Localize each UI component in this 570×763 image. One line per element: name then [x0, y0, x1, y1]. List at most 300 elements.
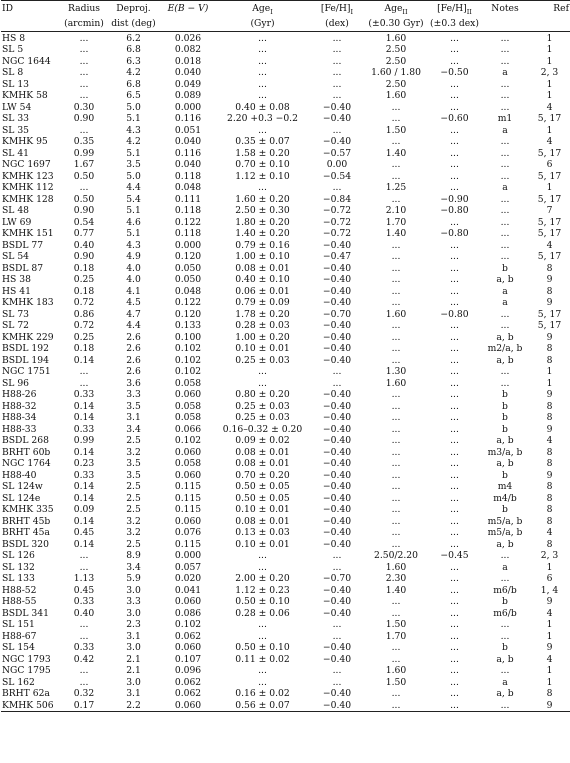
- cell-ebv: 0.020: [174, 573, 202, 585]
- cell-deproj: 2.5: [126, 492, 141, 504]
- cell-feh1: ...: [332, 32, 342, 44]
- cell-radius: ...: [79, 550, 89, 562]
- cell-ebv: 0.060: [174, 389, 202, 401]
- header-feh2-sub: II: [466, 7, 472, 16]
- cell-radius: 0.14: [73, 538, 95, 550]
- cell-deproj: 6.3: [126, 55, 141, 67]
- cell-ebv: 0.058: [174, 400, 202, 412]
- cell-notes: ...: [500, 101, 510, 113]
- cell-feh1: −0.40: [322, 458, 352, 470]
- header-ebv-label: E(B − V): [167, 3, 209, 14]
- cell-age2: 2.50: [385, 55, 407, 67]
- cell-ref: 1, 4: [540, 584, 559, 596]
- cell-feh2: −0.80: [440, 228, 469, 240]
- header-feh1-unit: (dex): [310, 18, 364, 32]
- cell-deproj: 5.1: [126, 113, 141, 125]
- cell-feh2: −0.50: [440, 67, 469, 79]
- cell-ref: 1: [546, 377, 553, 389]
- cell-notes: ...: [500, 320, 510, 332]
- header-deproj-unit: dist (deg): [106, 18, 161, 32]
- cell-ref: 1: [546, 619, 553, 631]
- cell-age1: ...: [258, 377, 267, 389]
- cell-feh2: ...: [450, 90, 459, 102]
- header-feh1: [310, 1, 364, 18]
- cell-feh1: ...: [332, 67, 342, 79]
- cell-feh2: ...: [450, 481, 459, 493]
- cell-notes: a, b: [496, 274, 514, 286]
- cell-age1: ...: [258, 32, 267, 44]
- header-feh1-sub: I: [350, 7, 354, 16]
- cell-ebv: 0.116: [174, 113, 202, 125]
- cell-feh1: −0.40: [322, 389, 352, 401]
- cell-feh1: ...: [332, 90, 342, 102]
- cell-feh1: −0.40: [322, 274, 352, 286]
- cell-ref: 1: [546, 32, 553, 44]
- cell-radius: 0.14: [73, 446, 95, 458]
- header-feh2-label: [Fe/H]: [437, 3, 467, 14]
- cell-age1: 0.56 ± 0.07: [215, 700, 310, 712]
- cell-ref: 8: [546, 458, 553, 470]
- cell-notes: m5/a, b: [487, 515, 523, 527]
- cell-id: SL 96: [2, 377, 30, 389]
- cell-id: SL 126: [2, 550, 35, 562]
- cell-age2: 1.70: [385, 630, 407, 642]
- cell-id: H88-26: [2, 389, 37, 401]
- table-row: [1, 56, 570, 68]
- cell-age1: ...: [258, 67, 267, 79]
- cell-ebv: 0.018: [174, 55, 202, 67]
- cell-age2: ...: [391, 642, 401, 654]
- cell-radius: 1.13: [73, 573, 95, 585]
- cell-ref: 8: [546, 285, 553, 297]
- cell-radius: 0.25: [73, 274, 95, 286]
- cell-age1: 0.10 ± 0.01: [235, 504, 290, 516]
- cell-deproj: 4.3: [126, 124, 141, 136]
- table-row: [1, 631, 570, 643]
- cell-deproj: 3.2: [126, 527, 141, 539]
- cell-deproj: 3.6: [126, 377, 141, 389]
- cell-deproj: 3.5: [126, 400, 141, 412]
- cell-notes: b: [502, 504, 508, 516]
- cell-feh1: ...: [332, 676, 342, 688]
- cell-radius: 0.45: [73, 584, 95, 596]
- cell-ref: 8: [546, 446, 553, 458]
- cell-age2: ...: [391, 262, 401, 274]
- table-row: [1, 217, 570, 229]
- cell-radius: ...: [79, 55, 89, 67]
- table-row: [1, 424, 570, 436]
- cell-radius: 0.42: [73, 653, 95, 665]
- cell-ebv: 0.058: [174, 458, 202, 470]
- cell-radius: 0.33: [73, 389, 95, 401]
- cell-feh1: −0.72: [322, 228, 352, 240]
- cell-deproj: 4.2: [126, 67, 141, 79]
- cell-age2: ...: [391, 400, 401, 412]
- table-row: [1, 366, 570, 378]
- cell-ebv: 0.041: [174, 584, 202, 596]
- cell-feh1: −0.40: [322, 607, 352, 619]
- cell-ebv: 0.120: [174, 308, 202, 320]
- cell-id: BRHT 60b: [2, 446, 51, 458]
- cell-ebv: 0.066: [174, 423, 202, 435]
- table-row: [1, 527, 570, 539]
- cell-ref: 8: [546, 354, 553, 366]
- table-row: [1, 274, 570, 286]
- cell-feh2: ...: [450, 170, 459, 182]
- cell-age1: ...: [258, 676, 267, 688]
- cell-ref: 5, 17: [537, 170, 562, 182]
- table-row: [1, 355, 570, 367]
- table-row: [1, 688, 570, 700]
- cell-age1: 0.06 ± 0.01: [235, 285, 290, 297]
- cell-feh2: ...: [450, 630, 459, 642]
- cell-ebv: 0.000: [174, 101, 202, 113]
- cell-id: BRHT 45b: [2, 515, 51, 527]
- table-row: [1, 619, 570, 631]
- header-age2-unit: (±0.30 Gyr): [364, 18, 428, 32]
- cell-radius: ...: [79, 44, 89, 56]
- cell-id: SL 154: [2, 642, 35, 654]
- cell-feh1: −0.40: [322, 320, 352, 332]
- cell-feh2: ...: [450, 55, 459, 67]
- cell-notes: m6/b: [493, 607, 517, 619]
- cell-ebv: 0.102: [174, 435, 202, 447]
- cell-age2: ...: [391, 159, 401, 171]
- cell-id: KMHK 58: [2, 90, 48, 102]
- cell-ebv: 0.102: [174, 354, 202, 366]
- cell-ref: 9: [546, 423, 553, 435]
- cell-feh2: ...: [450, 492, 459, 504]
- cell-feh2: ...: [450, 44, 459, 56]
- cell-feh1: −0.40: [322, 354, 352, 366]
- cell-ref: 5, 17: [537, 113, 562, 125]
- cell-deproj: 4.3: [126, 239, 141, 251]
- cell-notes: m6/b: [493, 584, 517, 596]
- cell-radius: 0.77: [73, 228, 95, 240]
- cell-feh1: ...: [332, 124, 342, 136]
- cell-deproj: 6.5: [126, 90, 141, 102]
- cell-ref: 9: [529, 700, 570, 712]
- cell-age2: ...: [391, 136, 401, 148]
- table-row: [1, 148, 570, 160]
- cell-age2: ...: [391, 481, 401, 493]
- cell-age1: 0.16 ± 0.02: [235, 688, 290, 700]
- cell-notes: ...: [500, 251, 510, 263]
- cell-feh2: ...: [450, 216, 459, 228]
- cell-deproj: 4.4: [126, 182, 141, 194]
- cell-age1: 0.08 ± 0.01: [235, 458, 290, 470]
- cell-ebv: 0.060: [161, 700, 215, 712]
- cell-deproj: 2.2: [106, 700, 161, 712]
- cell-feh2: ...: [450, 412, 459, 424]
- cell-radius: 0.50: [73, 170, 95, 182]
- header-age2: [364, 1, 428, 18]
- cell-feh2: ...: [450, 642, 459, 654]
- cell-deproj: 2.6: [126, 343, 141, 355]
- cell-age1: 0.79 ± 0.16: [235, 239, 290, 251]
- cell-id: SL 72: [2, 320, 30, 332]
- cell-id: SL 124w: [2, 481, 43, 493]
- cell-age2: ...: [391, 435, 401, 447]
- cell-id: SL 124e: [2, 492, 41, 504]
- cell-age2: ...: [391, 446, 401, 458]
- cell-id: H88-67: [2, 630, 37, 642]
- cell-age2: ...: [391, 170, 401, 182]
- cell-ebv: 0.102: [174, 366, 202, 378]
- cell-age1: 0.28 ± 0.06: [235, 607, 290, 619]
- cell-age1: 0.50 ± 0.05: [235, 481, 290, 493]
- cell-deproj: 2.6: [126, 354, 141, 366]
- cell-age1: 0.70 ± 0.20: [235, 469, 290, 481]
- cell-age1: 0.10 ± 0.01: [235, 343, 290, 355]
- cell-feh2: ...: [450, 446, 459, 458]
- cell-age1: 0.50 ± 0.05: [235, 492, 290, 504]
- header-ebv-unit: [161, 18, 215, 32]
- cell-ebv: 0.118: [174, 228, 202, 240]
- header-radius-unit: (arcmin): [62, 18, 106, 32]
- cell-notes: ...: [500, 136, 510, 148]
- table-row: [1, 102, 570, 114]
- cell-notes: ...: [500, 308, 510, 320]
- cell-id: SL 5: [2, 44, 24, 56]
- cell-age2: 1.30: [385, 366, 407, 378]
- cell-age2: ...: [391, 515, 401, 527]
- cell-feh2: ...: [450, 124, 459, 136]
- cell-feh2: ...: [428, 700, 481, 712]
- cell-feh2: ...: [450, 320, 459, 332]
- cell-notes: a, b: [496, 354, 514, 366]
- cell-id: KMHK 229: [2, 331, 54, 343]
- cell-id: SL 133: [2, 573, 35, 585]
- cell-deproj: 6.2: [126, 32, 141, 44]
- table-row: [1, 481, 570, 493]
- cell-ref: 9: [546, 274, 553, 286]
- cell-ebv: 0.060: [174, 446, 202, 458]
- header-notes: Notes: [481, 1, 529, 18]
- header-feh1-label: [Fe/H]: [320, 3, 351, 14]
- cell-notes: ...: [500, 619, 510, 631]
- cell-feh1: −0.40: [310, 700, 364, 712]
- cell-age1: 0.10 ± 0.01: [235, 538, 290, 550]
- cell-notes: ...: [500, 550, 510, 562]
- cell-radius: 0.25: [73, 331, 95, 343]
- cell-ref: 8: [546, 262, 553, 274]
- cell-feh2: ...: [450, 423, 459, 435]
- table-row: [1, 401, 570, 413]
- cell-radius: 0.14: [73, 492, 95, 504]
- cell-feh2: ...: [450, 619, 459, 631]
- cell-feh1: ...: [332, 550, 342, 562]
- table-row: [1, 228, 570, 240]
- cell-age1: 0.40 ± 0.10: [235, 274, 290, 286]
- cell-notes: a: [502, 285, 508, 297]
- cell-age2: 1.50: [385, 676, 407, 688]
- cell-age2: 1.60: [385, 377, 407, 389]
- cell-age2: ...: [391, 331, 401, 343]
- table-row: [1, 332, 570, 344]
- cell-id: H88-32: [2, 400, 37, 412]
- cell-ref: 9: [546, 331, 553, 343]
- table-row: [1, 654, 570, 666]
- cell-age2: ...: [391, 389, 401, 401]
- cell-ebv: 0.000: [174, 239, 202, 251]
- cell-feh2: ...: [450, 538, 459, 550]
- cell-feh1: ...: [332, 44, 342, 56]
- cell-ebv: 0.051: [174, 124, 202, 136]
- cell-notes: a, b: [496, 458, 514, 470]
- cell-feh1: −0.40: [322, 527, 352, 539]
- cell-ref: 4: [546, 136, 553, 148]
- cell-deproj: 3.2: [126, 446, 141, 458]
- cell-feh1: ...: [332, 377, 342, 389]
- cell-radius: ...: [79, 619, 89, 631]
- cell-id: SL 35: [2, 124, 30, 136]
- cell-deproj: 5.1: [126, 205, 141, 217]
- cell-age2: ...: [391, 504, 401, 516]
- cell-radius: ...: [79, 630, 89, 642]
- cell-radius: 0.40: [73, 239, 95, 251]
- cell-feh2: ...: [450, 354, 459, 366]
- cell-notes: ...: [500, 193, 510, 205]
- cell-feh2: −0.80: [440, 308, 469, 320]
- cell-ref: 8: [546, 400, 553, 412]
- table-row: [1, 171, 570, 183]
- cell-radius: 0.35: [73, 136, 95, 148]
- cell-deproj: 6.8: [126, 44, 141, 56]
- cell-radius: 0.09: [73, 504, 95, 516]
- cell-age1: ...: [258, 90, 267, 102]
- cell-radius: ...: [79, 90, 89, 102]
- cell-age2: ...: [391, 653, 401, 665]
- cell-id: KMHK 335: [2, 504, 54, 516]
- cell-deproj: 3.5: [126, 458, 141, 470]
- cell-id: H88-55: [2, 596, 37, 608]
- cell-feh2: ...: [450, 561, 459, 573]
- cell-notes: a, b: [496, 538, 514, 550]
- cell-feh1: −0.40: [322, 343, 352, 355]
- cell-age1: 0.08 ± 0.01: [235, 446, 290, 458]
- table-row: [1, 493, 570, 505]
- cell-age2: 1.60: [385, 665, 407, 677]
- cell-ebv: 0.100: [174, 331, 202, 343]
- cell-feh2: −0.80: [440, 205, 469, 217]
- cell-age2: ...: [391, 354, 401, 366]
- cell-age1: 0.70 ± 0.10: [235, 159, 290, 171]
- cell-feh1: −0.40: [322, 412, 352, 424]
- cell-id: KMHK 123: [2, 170, 54, 182]
- cell-ebv: 0.050: [174, 262, 202, 274]
- cell-ebv: 0.058: [174, 377, 202, 389]
- cell-ref: 8: [546, 492, 553, 504]
- cell-feh2: ...: [450, 527, 459, 539]
- header-ref-unit: [529, 18, 570, 32]
- header-notes-unit: [481, 18, 529, 32]
- cell-ebv: 0.049: [174, 78, 202, 90]
- cell-radius: ...: [79, 366, 89, 378]
- cell-feh1: ...: [332, 366, 342, 378]
- cell-feh2: ...: [450, 262, 459, 274]
- table-row: [1, 286, 570, 298]
- cell-age2: 2.50: [385, 44, 407, 56]
- cell-feh2: ...: [450, 366, 459, 378]
- cell-ebv: 0.122: [174, 216, 202, 228]
- cell-age1: 1.60 ± 0.20: [235, 193, 290, 205]
- cell-ref: 7: [546, 205, 553, 217]
- cell-notes: b: [502, 596, 508, 608]
- cell-radius: 0.30: [73, 101, 95, 113]
- cell-ebv: 0.089: [174, 90, 202, 102]
- cell-ref: 1: [546, 78, 553, 90]
- cell-notes: a, b: [496, 435, 514, 447]
- table-row: [1, 240, 570, 252]
- cell-age1: ...: [258, 182, 267, 194]
- cell-deproj: 3.4: [126, 423, 141, 435]
- cell-feh2: ...: [450, 653, 459, 665]
- cell-notes: b: [502, 642, 508, 654]
- cell-deproj: 2.6: [126, 331, 141, 343]
- table-row: [1, 642, 570, 654]
- cell-age2: ...: [391, 320, 401, 332]
- cell-feh2: ...: [450, 584, 459, 596]
- cell-feh1: ...: [332, 78, 342, 90]
- cell-deproj: 3.2: [126, 515, 141, 527]
- cell-ref: 9: [546, 642, 553, 654]
- table-row: [1, 539, 570, 551]
- cell-age2: 1.50: [385, 619, 407, 631]
- cell-ref: 1: [546, 630, 553, 642]
- cell-deproj: 2.1: [126, 665, 141, 677]
- header-ref: Ref: [529, 1, 570, 18]
- table-row: [1, 205, 570, 217]
- cell-feh1: −0.40: [322, 481, 352, 493]
- cell-ebv: 0.120: [174, 251, 202, 263]
- cell-feh1: −0.40: [322, 642, 352, 654]
- cell-ebv: 0.086: [174, 607, 202, 619]
- table-row: [1, 504, 570, 516]
- cell-age2: ...: [391, 607, 401, 619]
- cell-notes: m5/a, b: [487, 527, 523, 539]
- cell-feh1: −0.40: [322, 504, 352, 516]
- cell-notes: ...: [500, 205, 510, 217]
- cell-id: H88-34: [2, 412, 37, 424]
- cell-age2: 2.50/2.20: [373, 550, 418, 562]
- cell-age1: ...: [258, 550, 267, 562]
- cell-deproj: 5.0: [126, 101, 141, 113]
- cell-notes: m1: [497, 113, 513, 125]
- cell-ref: 8: [546, 515, 553, 527]
- cell-feh2: ...: [450, 377, 459, 389]
- cell-feh2: −0.90: [440, 193, 469, 205]
- cell-feh2: ...: [450, 101, 459, 113]
- cell-deproj: 2.5: [126, 504, 141, 516]
- cell-age2: 1.60: [385, 561, 407, 573]
- cell-age2: ...: [391, 239, 401, 251]
- cell-feh2: ...: [450, 136, 459, 148]
- cell-age2: ...: [391, 412, 401, 424]
- cell-age1: 0.09 ± 0.02: [235, 435, 290, 447]
- cell-feh1: −0.47: [322, 251, 352, 263]
- cell-age2: 2.30: [385, 573, 407, 585]
- cell-ebv: 0.111: [174, 193, 202, 205]
- cell-feh2: ...: [450, 688, 459, 700]
- cell-age2: 1.60 / 1.80: [371, 67, 421, 79]
- cell-ebv: 0.050: [174, 274, 202, 286]
- cell-radius: ...: [79, 124, 89, 136]
- cell-radius: 0.18: [73, 262, 95, 274]
- cell-notes: ...: [500, 147, 510, 159]
- cell-radius: 0.33: [73, 642, 95, 654]
- cell-age2: 1.70: [385, 216, 407, 228]
